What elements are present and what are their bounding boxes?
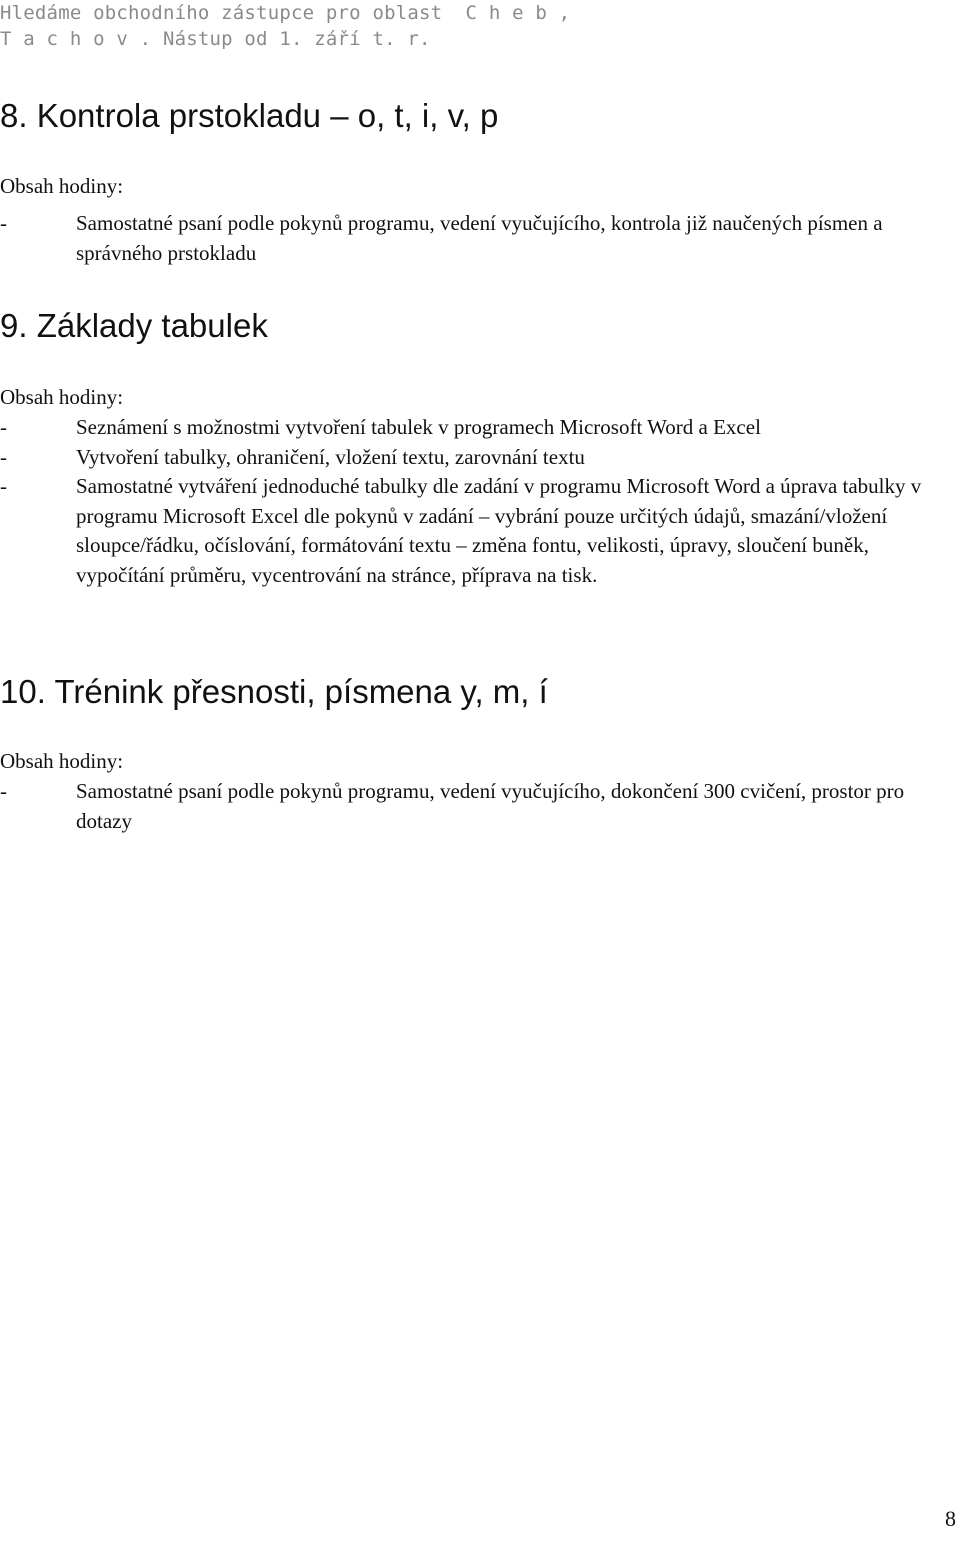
list-item-text: Seznámení s možnostmi vytvoření tabulek v programech Microsoft Word a Excel bbox=[76, 415, 761, 439]
watermark-line-1: Hledáme obchodního zástupce pro oblast C h e b , bbox=[0, 2, 571, 24]
section-heading-9: 9. Základy tabulek bbox=[0, 307, 268, 344]
section-heading-10: 10. Trénink přesnosti, písmena y, m, í bbox=[0, 673, 548, 710]
list-item bbox=[0, 443, 960, 473]
list-item bbox=[0, 413, 960, 443]
list-item-text: Samostatné psaní podle pokynů programu, vedení vyučujícího, kontrola již naučených písmen a správného prstokladu bbox=[76, 211, 883, 265]
list-item bbox=[0, 472, 960, 590]
list-marker: - bbox=[0, 474, 7, 498]
list-marker: - bbox=[0, 444, 7, 469]
content-label-9: Obsah hodiny: bbox=[0, 385, 124, 409]
list-marker: - bbox=[0, 779, 7, 803]
content-list-8 bbox=[0, 209, 960, 268]
content-label-8: Obsah hodiny: bbox=[0, 174, 124, 198]
list-item bbox=[0, 209, 960, 268]
watermark-line-2: T a c h o v . Nástup od 1. září t. r. bbox=[0, 28, 431, 50]
list-marker: - bbox=[0, 211, 7, 235]
list-item-text: Samostatné vytváření jednoduché tabulky dle zadání v programu Microsoft Word a úprava tabulky v programu Microsoft Excel dle pokynů v zadání – vybrání pouze určitých údajů, smazání/vložení sloupce/řádku, očíslování, formátování textu – změna fontu, velikosti, úpravy, sloučení buněk, vypočítání průměru, vycentrování na stránce, příprava na tisk. bbox=[76, 474, 922, 587]
content-list-10 bbox=[0, 777, 960, 836]
list-marker: - bbox=[0, 415, 7, 439]
content-list-9 bbox=[0, 413, 960, 590]
list-item-text: Samostatné psaní podle pokynů programu, vedení vyučujícího, dokončení 300 cvičení, prostor pro dotazy bbox=[76, 779, 905, 833]
content-label-10: Obsah hodiny: bbox=[0, 749, 124, 773]
list-item-text: Vytvoření tabulky, ohraničení, vložení textu, zarovnání textu bbox=[76, 444, 585, 469]
list-item bbox=[0, 777, 960, 836]
page-number: 8 bbox=[945, 1506, 956, 1531]
watermark-text bbox=[0, 0, 570, 52]
section-heading-8: 8. Kontrola prstokladu – o, t, i, v, p bbox=[0, 97, 499, 134]
